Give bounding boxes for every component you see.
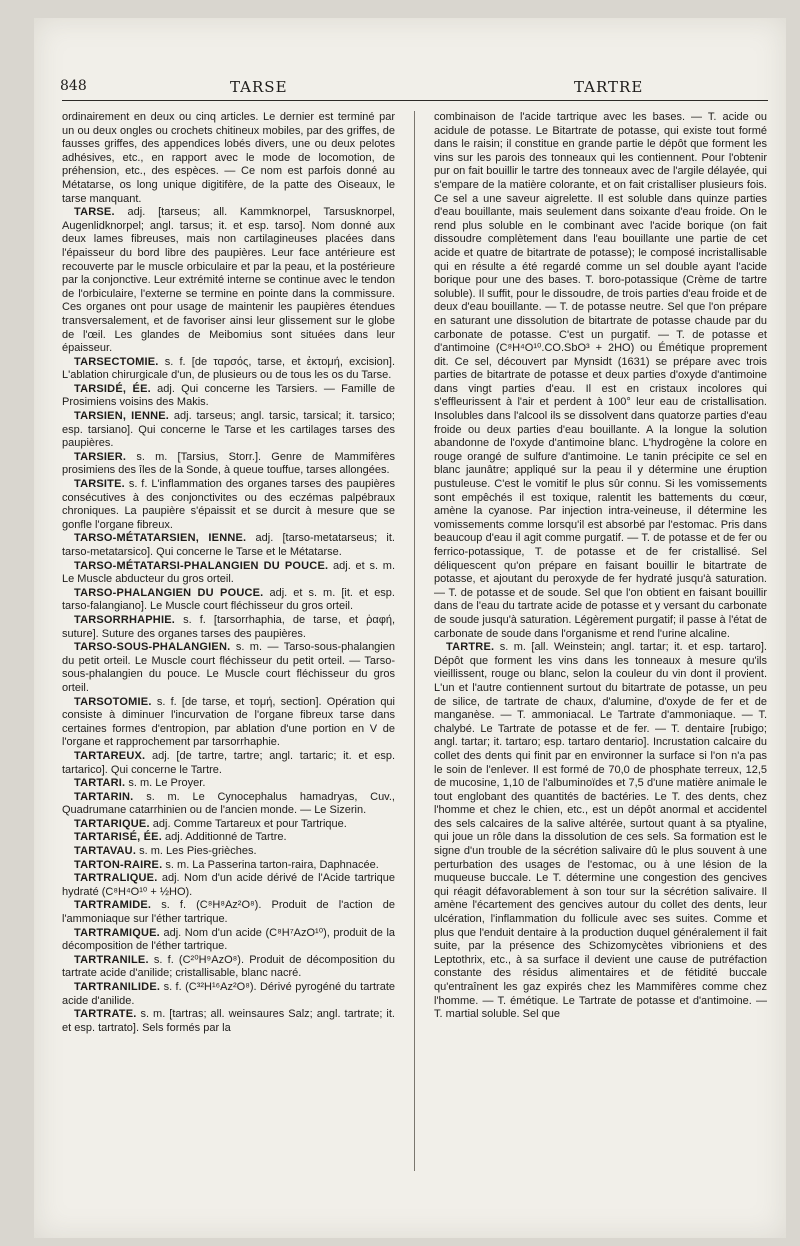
entry-text: s. f. [de tarse, et τομή, section]. Opération qui consiste à diminuer l'incurvation de l'organe fibreux tarse dans certaines formes d'entropion, par ablation d'une portion en V de l'organe et rapprochement par tarsorrhaphie. [62, 695, 395, 749]
entry-headword: TARTARI. [74, 777, 126, 790]
entry-headword: TARTARIN. [74, 790, 134, 803]
entry-text: adj. [tarseus; all. Kammknorpel, Tarsusknorpel, Augenlidknorpel; angl. tarsus; it. et esp. tarso]. Nom donné aux deux lames fibreuses, mais non cartilagineuses placées dans l'épaisseur du bord libre des paupières. Leur face antérieure est recouverte par le muscle orbiculaire et par la peau, et la postérieure par la conjonctive. Leur extrémité interne se continue avec le tendon de l'orbiculaire, l'externe se termine en pointe dans la commissure. Ces organes ont pour usage de maintenir les paupières étendues transversalement, et de favoriser ainsi leur glissement sur le globe de l'œil. Les glandes de Meibomius sont situées dans leur épaisseur. [62, 206, 395, 355]
entry-text: adj. [de tartre, tartre; angl. tartaric; it. et esp. tartarico]. Qui concerne le Tartre. [62, 749, 395, 776]
entry-text: s. m. Le Cynocephalus hamadryas, Cuv., Quadrumane catarrhinien ou de l'ancien monde. — Le Sizerin. [62, 790, 395, 817]
entry-text: s. m. — Tarso-sous-phalangien du petit orteil. Le Muscle court fléchisseur du petit orteil. — Tarso-sous-phalangien du pouce. Le Muscle court fléchisseur du gros orteil. [62, 641, 395, 694]
entry-headword: TARSO-PHALANGIEN DU POUCE. [74, 586, 264, 599]
entry-text: adj. Additionné de Tartre. [165, 831, 287, 844]
dictionary-entry [62, 410, 395, 451]
entry-headword: TARTRANILE. [74, 953, 149, 966]
entry-text: s. f. [tarsorrhaphia, de tarse, et ῥαφή, suture]. Suture des organes tarses des paupières. [62, 613, 395, 640]
page-number: 848 [60, 78, 87, 94]
dictionary-entry [62, 859, 395, 873]
entry-text: s. f. (C⁸H⁸Az²O⁸). Produit de l'action de l'ammoniaque sur l'éther tartrique. [62, 899, 395, 926]
entry-headword: TARSE. [74, 206, 115, 219]
entry-headword: TARSIER. [74, 450, 127, 463]
entry-text: adj. Nom d'un acide (C⁸H⁷AzO¹⁰), produit de la décomposition de l'éther tartrique. [62, 926, 395, 953]
entry-headword: TARSOTOMIE. [74, 695, 152, 708]
entry-text: s. m. La Passerina tarton-raira, Daphnacée. [165, 858, 379, 871]
dictionary-entry [62, 818, 395, 832]
dictionary-page [34, 18, 786, 1238]
right-column [434, 111, 767, 1171]
entry-text: ordinairement en deux ou cinq articles. Le dernier est terminé par un ou deux ongles ou crochets chitineux mobiles, par des griffes, de fausses griffes, des appendices lobés divers, une ou deux pelotes adhésives, etc., en rapport avec le mode de locomotion, de préhension, etc., des espèces. — Ce nom est parfois donné au Métatarse, os long unique digitifère, de la patte des Oiseaux, le tarse manquant. [62, 111, 395, 205]
entry-text: adj. et s. m. [it. et esp. tarso-falangiano]. Le Muscle court fléchisseur du gros orteil. [62, 586, 395, 613]
entry-headword: TARSITE. [74, 478, 125, 491]
entry-headword: TARSORRHAPHIE. [74, 613, 175, 626]
dictionary-entry [62, 451, 395, 478]
entry-headword: TARSO-SOUS-PHALANGIEN. [74, 641, 231, 654]
entry-headword: TARTRAMIDE. [74, 899, 152, 912]
dictionary-entry [62, 560, 395, 587]
entry-text: s. m. [all. Weinstein; angl. tartar; it. et esp. tartaro]. Dépôt que forment les vins dans les tonneaux à mesure qu'ils vieillissent, rouge ou blanc, selon la couleur du vin dont il provient. L'un et l'autre contiennent surtout du bitartrate de potasse, un peu de silice, de tartrate de chaux, d'alumine, d'oxyde de fer et de manganèse. — T. ammoniacal. Le Tartrate d'ammoniaque. — T. chalybé. Le Tartrate de potasse et de fer. — T. dentaire [rubigo; angl. tartar; it. tartaro; esp. tartaro dentario]. Incrustation calcaire du collet des dents qui finit par en environner la surface si l'on n'a pas le soin de l'enlever. Il est formé de 70,0 de phosphate terreux, 12,5 de mucosine, 1,10 de l'albuminoïdes et 7,5 d'une matière animale le tout englobant des quantités de bactéries. Le T. des dents, chez l'homme et chez le chien, etc., est un dépôt anormal et accidentel des sels calcaires de la salive altérée, surtout quant à sa ptyaline, qui joue un rôle dans la dissolution de ces sels. Sa formation est le signe d'un trouble de la sécrétion salivaire dû le plus souvent à une perturbation des usages de l'estomac, ou à une lésion de la muqueuse buccale. Le T. détermine une congestion des gencives qui réagit défavorablement à son tour sur la sécrétion salivaire. Il amène l'écartement des gencives autour du collet des dents, leur ulcération, l'inflammation du follicule avec ses suites. Comme et plus que l'enduit dentaire à la production duquel généralement il fait suite, par la présence des Schizomycètes vibrioniens et des Leptothrix, etc., à sa surface il devient une cause de putréfaction constante des résidus alimentaires et de fétidité buccale qu'entraînent les gaz expirés chez les Mammifères comme chez l'homme. — T. émétique. Le Tartrate de potasse et d'antimoine. — T. martial soluble. Sel que [434, 641, 767, 1021]
entry-text: s. m. [tartras; all. weinsaures Salz; angl. tartrate; it. et esp. tartrato]. Sels formés par la [62, 1008, 395, 1034]
dictionary-entry [62, 614, 395, 641]
entry-headword: TARTRAMIQUE. [74, 926, 160, 939]
header-rule [62, 100, 768, 101]
entry-headword: TARSECTOMIE. [74, 355, 159, 368]
entry-text: adj. tarseus; angl. tarsic, tarsical; it. tarsico; esp. tarsiano]. Qui concerne le Tarse et les cartilages tarses des paupières. [62, 410, 395, 450]
entry-text: adj. Comme Tartareux et pour Tartrique. [152, 817, 347, 830]
dictionary-entry [62, 927, 395, 954]
dictionary-entry [62, 587, 395, 614]
right-running-headword: TARTRE [574, 78, 644, 96]
entry-headword: TARSIDÉ, ÉE. [74, 382, 151, 395]
column-divider [414, 111, 415, 1171]
entry-text: adj. Nom d'un acide dérivé de l'Acide tartrique hydraté (C⁸H⁴O¹⁰ + ½HO). [62, 872, 395, 898]
dictionary-entry [62, 750, 395, 777]
dictionary-entry [62, 845, 395, 859]
entry-headword: TARTAREUX. [74, 749, 146, 762]
entry-text: s. f. (C³²H¹⁶Az²O⁸). Dérivé pyrogéné du tartrate acide d'anilide. [62, 981, 395, 1007]
entry-text: adj. [tarso-metatarseus; it. tarso-metatarsico]. Qui concerne le Tarse et le Métatarse. [62, 532, 395, 558]
entry-text: s. m. [Tarsius, Storr.]. Genre de Mammifères prosimiens des îles de la Sonde, à queue touffue, tarses allongées. [62, 450, 395, 477]
dictionary-entry [62, 899, 395, 926]
dictionary-entry [62, 981, 395, 1008]
entry-headword: TARSO-MÉTATARSI-PHALANGIEN DU POUCE. [74, 559, 329, 572]
entry-text: s. m. Le Proyer. [128, 777, 206, 790]
dictionary-entry [62, 777, 395, 791]
dictionary-entry [434, 111, 767, 641]
entry-headword: TARTAVAU. [74, 845, 137, 858]
entry-text: combinaison de l'acide tartrique avec les bases. — T. acide ou acidule de potasse. Le Bitartrate de potasse, qui existe tout formé dans le raisin; il constitue en grande partie le dépôt que forment les vins sur les parois des tonneaux qui les contiennent. Pour l'obtenir pur on fait bouillir le tartre des tonneaux avec de l'argile délayée, qui s'empare de la matière colorante, et on fait cristalliser plusieurs fois. Ce sel a une saveur aigrelette. Il est soluble dans quinze parties d'eau bouillante, mais seulement dans soixante d'eau froide. On le rend plus soluble en le combinant avec l'acide borique (on fait dissoudre complètement dans l'eau bouillante une partie de cet acide et quatre de bitartrate de potasse); le composé incristallisable qui en résulte a été regardé comme un sel double ayant l'acide borique pour une des bases. T. boro-potassique (Crème de tartre soluble). Il suffit, pour le dissoudre, de trois parties d'eau froide et de deux d'eau bouillante. — T. de potasse neutre. Sel que l'on prépare en saturant une dissolution de bitartrate de potasse chaude par du carbonate de potasse. C'est un purgatif. — T. de potasse et d'antimoine (C⁸H⁴O¹⁰.CO.SbO³ + 2HO) ou Émétique proprement dit. Ce sel, découvert par Mynsidt (1631) se prépare avec trois parties de bitartrate de potasse et deux parties d'oxyde d'antimoine dans vingt parties d'eau. Il est en cristaux incolores qui s'effleurissent à l'air et perdent à 100° leur eau de cristallisation. Insolubles dans l'alcool ils se dissolvent dans quatorze parties d'eau froide ou deux parties d'eau bouillante. A la longue la solution abandonne de l'oxyde d'antimoine blanc. L'hydrogène la colore en rouge orangé de sulfure d'antimoine. Le tanin précipite ce sel en blanc jaunâtre; appliqué sur la peau il y détermine une éruption pustuleuse. C'est le vomitif le plus sûr connu. Si les vomissements sont empêchés il est toxique, ralentit les battements du cœur, amène la cyanose. Par injection intra-veineuse, il détermine les vomissements comme lorsqu'il est absorbé par l'estomac. Pris dans beaucoup d'eau il agit comme purgatif. — T. de potasse et de fer ou ferrico-potassique, T. de potasse et de fer cristallisé. Sel déliquescent qu'on prépare en faisant bouillir le bitartrate de potasse, et ajoutant du peroxyde de fer hydraté jusqu'à saturation. — T. de potasse et de soude. Sel que l'on obtient en faisant bouillir dans de l'eau du tartrate acide de potasse et y versant du carbonate de soude jusqu'à saturation. Légèrement purgatif; il passe à l'état de carbonate de soude dans l'organisme et rend l'urine alcaline. [434, 111, 767, 640]
dictionary-entry [62, 1008, 395, 1035]
dictionary-entry [62, 696, 395, 750]
dictionary-entry [62, 532, 395, 559]
entry-text: adj. et s. m. Le Muscle abducteur du gros orteil. [62, 559, 395, 586]
entry-headword: TARTRANILIDE. [74, 981, 161, 993]
dictionary-entry [62, 791, 395, 818]
entry-headword: TARTRALIQUE. [74, 872, 158, 885]
entry-headword: TARTRE. [446, 641, 495, 654]
dictionary-entry [62, 954, 395, 981]
dictionary-entry [434, 641, 767, 1022]
entry-headword: TARTARISÉ, ÉE. [74, 831, 162, 844]
dictionary-entry [62, 872, 395, 899]
entry-headword: TARTARIQUE. [74, 817, 150, 830]
entry-text: s. m. Les Pies-grièches. [139, 845, 257, 858]
entry-headword: TARSIEN, IENNE. [74, 410, 170, 423]
dictionary-entry [62, 641, 395, 695]
dictionary-entry [62, 356, 395, 383]
dictionary-entry [62, 206, 395, 356]
entry-text: s. f. (C²⁰H⁹AzO⁸). Produit de décomposition du tartrate acide d'anilide; cristallisable, blanc nacré. [62, 953, 395, 980]
left-running-headword: TARSE [230, 78, 288, 96]
left-column [62, 111, 395, 1171]
entry-text: s. f. [de ταρσός, tarse, et ἐκτομή, excision]. L'ablation chirurgicale d'un, de plusieurs ou de tous les os du Tarse. [62, 355, 395, 382]
entry-text: s. f. L'inflammation des organes tarses des paupières consécutives à des conjonctivites ou des eczémas palpébraux chroniques. La paupière s'épaissit et se durcit à mesure que se gonfle l'organe fibreux. [62, 478, 395, 531]
entry-headword: TARTRATE. [74, 1008, 137, 1021]
dictionary-entry [62, 831, 395, 845]
entry-text: adj. Qui concerne les Tarsiers. — Famille de Prosimiens voisins des Makis. [62, 382, 395, 409]
entry-headword: TARTON-RAIRE. [74, 858, 163, 871]
dictionary-entry [62, 383, 395, 410]
dictionary-entry [62, 111, 395, 206]
dictionary-entry [62, 478, 395, 532]
entry-headword: TARSO-MÉTATARSIEN, IENNE. [74, 532, 247, 545]
